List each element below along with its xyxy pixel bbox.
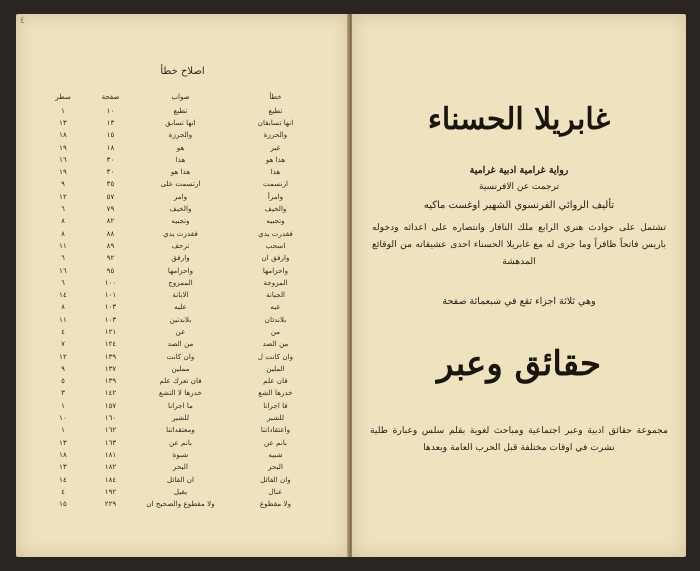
errata-row (38, 313, 323, 325)
errata-cell-wrong: عيه (270, 302, 281, 312)
errata-cell-line: ٩ (61, 363, 65, 373)
errata-cell-line: ٧ (61, 339, 65, 349)
errata-cell-wrong: عنال (268, 486, 283, 496)
errata-cell-wrong: بلاندئان (264, 314, 287, 324)
errata-cell-page: ١٢٤ (104, 339, 117, 349)
errata-cell-line: ١٥ (59, 499, 67, 509)
errata-cell-right: واحزامها (167, 265, 194, 275)
errata-cell-wrong: الجبانة (265, 290, 286, 300)
errata-body (38, 104, 323, 510)
errata-cell-right: ومعتقداتنا (166, 425, 195, 435)
errata-cell-right: شبوة (172, 449, 189, 459)
errata-row (38, 215, 323, 227)
errata-row (38, 178, 323, 190)
errata-cell-wrong: غير (270, 142, 281, 152)
errata-cell-wrong: وارفق ان (261, 253, 290, 263)
errata-row (38, 448, 323, 460)
right-page (352, 14, 686, 557)
errata-cell-wrong: اسحب (265, 240, 286, 250)
left-page (16, 14, 349, 557)
errata-cell-page: ٨٢ (106, 216, 115, 226)
errata-row (38, 165, 323, 177)
errata-cell-page: ١٨١ (104, 449, 117, 459)
book-description: تشتمل على حوادث هنري الرابع ملك النافار وانتصاره على اعدائه ودخوله باريس فاتحاً ظافراً وما جرى له مع غابريلا الحسناء احدى عشيقاته من الوقائع المدهشة (372, 222, 666, 267)
errata-cell-wrong: المزوجة (263, 277, 288, 287)
errata-cell-page: ١٨٤ (104, 474, 117, 484)
errata-row (38, 399, 323, 411)
errata-row (38, 411, 323, 423)
errata-cell-page: ٣٠ (106, 167, 115, 177)
errata-cell-right: ترحف (171, 240, 190, 250)
errata-cell-page: ١٦٠ (104, 413, 117, 423)
errata-row (38, 141, 323, 153)
errata-cell-page: ١٠١ (104, 290, 117, 300)
errata-cell-right: بلاندتين (169, 314, 192, 324)
errata-cell-page: ١٨ (106, 142, 115, 152)
errata-cell-page: ١٥٧ (104, 400, 117, 410)
errata-cell-page: ٧٩ (106, 204, 115, 214)
errata-cell-line: ١١ (59, 240, 67, 250)
errata-row (38, 239, 323, 251)
errata-cell-page: ١٩٢ (104, 486, 117, 496)
errata-cell-line: ١٨ (59, 130, 67, 140)
book-subtitle: رواية غرامية ادبية غرامية (469, 165, 569, 176)
errata-cell-right: ان القائل (166, 474, 195, 484)
errata-cell-right: الممزوج (168, 277, 193, 287)
column-header-wrong: خطأ (269, 93, 282, 101)
errata-cell-line: ٨ (61, 216, 65, 226)
errata-cell-right: ولا مقطوع والصحيح ان (146, 499, 215, 509)
author-line: تأليف الروائي الفرنسوي الشهير اوغست ماكيه (423, 200, 615, 211)
errata-cell-right: للشير (171, 413, 190, 423)
errata-cell-wrong: هذا هو (265, 154, 286, 164)
errata-row (38, 498, 323, 510)
errata-cell-wrong: تطيع (268, 105, 283, 115)
errata-cell-page: ١٠٣ (104, 302, 117, 312)
errata-row (38, 190, 323, 202)
errata-cell-wrong: من (270, 326, 281, 336)
errata-cell-page: ٥٧ (106, 191, 115, 201)
errata-cell-wrong: شبيه (268, 449, 283, 459)
errata-cell-page: ١٠٣ (104, 314, 117, 324)
errata-cell-line: ٤ (61, 486, 65, 496)
errata-cell-wrong: فا اجرانا (263, 400, 288, 410)
errata-cell-right: ارتسمت على (160, 179, 201, 189)
book-title: غابريلا الحسناء (427, 102, 611, 137)
errata-cell-wrong: بانم عن (263, 437, 288, 447)
errata-cell-wrong: انها تسابقان (257, 117, 294, 127)
errata-cell-line: ١ (61, 400, 65, 410)
errata-cell-wrong: فقدرت يدي (258, 228, 293, 238)
errata-cell-line: ١٦ (59, 154, 67, 164)
errata-row (38, 387, 323, 399)
second-book-title: حقائق وعبر (437, 344, 601, 384)
errata-row (38, 375, 323, 387)
column-header-right: صواب (171, 93, 190, 101)
page-number: ٤ (20, 16, 25, 26)
errata-cell-page: ٣٥ (106, 179, 115, 189)
errata-cell-wrong: فان علم (263, 376, 288, 386)
errata-cell-line: ٣ (61, 388, 65, 398)
errata-cell-page: ١٥ (106, 130, 115, 140)
errata-cell-wrong: والخيف (264, 204, 287, 214)
errata-table (38, 90, 323, 510)
errata-row (38, 436, 323, 448)
errata-cell-right: خدرها لا التشع (159, 388, 202, 398)
errata-cell-page: ١٦٣ (104, 437, 117, 447)
errata-cell-page: ١٤٢ (104, 388, 117, 398)
errata-cell-line: ١٩ (59, 142, 67, 152)
errata-cell-wrong: من الصد (262, 339, 289, 349)
errata-cell-line: ١٣ (59, 437, 67, 447)
errata-cell-right: والجرزة (168, 130, 193, 140)
errata-cell-right: فان تعرك علم (159, 376, 202, 386)
translation-note: ترجمت عن الافرنسية (479, 182, 559, 192)
errata-cell-line: ١٩ (59, 167, 67, 177)
errata-row (38, 301, 323, 313)
errata-row (38, 325, 323, 337)
errata-cell-wrong: واعتقاداتنا (260, 425, 291, 435)
errata-cell-right: هذا هو (170, 167, 191, 177)
errata-row (38, 129, 323, 141)
errata-cell-page: ٨٩ (106, 240, 115, 250)
errata-cell-page: ٩٢ (106, 253, 115, 263)
errata-cell-line: ١٣ (59, 117, 67, 127)
errata-cell-right: وان كانت (166, 351, 195, 361)
second-book-description: مجموعة حقائق ادبية وعبر اجتماعية ومباحث لغوية بقلم سلس وعبارة طلية نشرت في اوقات مختلفة قبل الحرب العامة وبعدها (370, 425, 668, 453)
errata-cell-right: عليه (174, 302, 187, 312)
errata-cell-line: ٤ (61, 326, 65, 336)
errata-cell-line: ١٤ (59, 290, 67, 300)
errata-cell-wrong: البحر (268, 462, 283, 472)
column-header-line: سطر (55, 93, 71, 101)
errata-cell-page: ١٠ (106, 105, 115, 115)
errata-cell-page: ١٢١ (104, 326, 117, 336)
errata-cell-page: ٩٥ (106, 265, 115, 275)
errata-cell-wrong: وتجبيه (266, 216, 285, 226)
errata-cell-right: وارفق (171, 253, 190, 263)
errata-cell-page: ٢٢٩ (104, 499, 117, 509)
errata-row (38, 485, 323, 497)
errata-cell-line: ٦ (61, 204, 65, 214)
errata-row (38, 338, 323, 350)
errata-cell-line: ١٠ (59, 413, 67, 423)
errata-cell-wrong: هذا (270, 167, 281, 177)
errata-cell-right: وتجبيه (171, 216, 190, 226)
errata-cell-right: الابانة (172, 290, 189, 300)
errata-cell-line: ١٣ (59, 462, 67, 472)
errata-cell-right: مملين (171, 363, 190, 373)
errata-header-row (38, 90, 323, 104)
errata-row (38, 153, 323, 165)
errata-row (38, 252, 323, 264)
errata-cell-right: هذا (175, 154, 186, 164)
errata-cell-line: ١٢ (59, 191, 67, 201)
errata-cell-line: ١٨ (59, 449, 67, 459)
errata-cell-right: تطيع (173, 105, 188, 115)
errata-cell-right: يقيل (173, 486, 188, 496)
errata-row (38, 424, 323, 436)
errata-cell-line: ٦ (61, 277, 65, 287)
errata-row (38, 227, 323, 239)
errata-cell-wrong: وان القائل (260, 474, 291, 484)
errata-cell-wrong: واحزامها (262, 265, 289, 275)
errata-cell-page: ١٣ (106, 117, 115, 127)
errata-cell-line: ١٢ (59, 351, 67, 361)
errata-title: اصلاح خطأ (160, 66, 205, 77)
errata-cell-wrong: وامرأ (267, 191, 284, 201)
errata-cell-right: عن (175, 326, 186, 336)
errata-cell-page: ١٣٩ (104, 351, 117, 361)
errata-row (38, 473, 323, 485)
errata-cell-line: ١٤ (59, 474, 67, 484)
volumes-note: وهي ثلاثة اجزاء تقع في سبعمائة صفحة (442, 296, 596, 307)
errata-cell-line: ٦ (61, 253, 65, 263)
errata-cell-page: ٣٠ (106, 154, 115, 164)
errata-cell-wrong: وان كانت ل (257, 351, 294, 361)
errata-row (38, 362, 323, 374)
errata-row (38, 116, 323, 128)
errata-cell-wrong: الملين (266, 363, 285, 373)
errata-cell-wrong: والحرزة (263, 130, 288, 140)
errata-cell-wrong: خدرها الشع (258, 388, 293, 398)
errata-cell-page: ١٦٢ (104, 425, 117, 435)
errata-cell-line: ١١ (59, 314, 67, 324)
errata-cell-right: من الصد (167, 339, 194, 349)
errata-cell-right: ما اجرانا (168, 400, 193, 410)
errata-row (38, 350, 323, 362)
errata-cell-line: ٨ (61, 228, 65, 238)
errata-cell-right: انها تسابق (165, 117, 196, 127)
errata-cell-right: والخيف (169, 204, 192, 214)
errata-row (38, 202, 323, 214)
errata-cell-right: البحر (173, 462, 188, 472)
errata-cell-wrong: للشير (266, 413, 285, 423)
errata-cell-wrong: ولا مقطوع (259, 499, 292, 509)
errata-row (38, 264, 323, 276)
errata-cell-page: ١٣٧ (104, 363, 117, 373)
errata-cell-right: بانم عن (168, 437, 193, 447)
errata-row (38, 104, 323, 116)
errata-cell-page: ١٣٩ (104, 376, 117, 386)
errata-cell-right: وامر (173, 191, 188, 201)
errata-cell-line: ٩ (61, 179, 65, 189)
errata-cell-line: ٥ (61, 376, 65, 386)
errata-cell-line: ١٦ (59, 265, 67, 275)
errata-row (38, 288, 323, 300)
errata-row (38, 461, 323, 473)
errata-cell-page: ٨٨ (106, 228, 115, 238)
errata-cell-line: ٨ (61, 302, 65, 312)
errata-cell-page: ١٨٢ (104, 462, 117, 472)
errata-row (38, 276, 323, 288)
errata-cell-right: فقدرت يدي (163, 228, 198, 238)
errata-cell-wrong: ارنسمت (262, 179, 289, 189)
errata-cell-line: ١ (61, 105, 65, 115)
errata-cell-line: ١ (61, 425, 65, 435)
errata-cell-page: ١٠٠ (104, 277, 117, 287)
column-header-page: صفحة (101, 93, 120, 101)
errata-cell-right: هو (176, 142, 185, 152)
